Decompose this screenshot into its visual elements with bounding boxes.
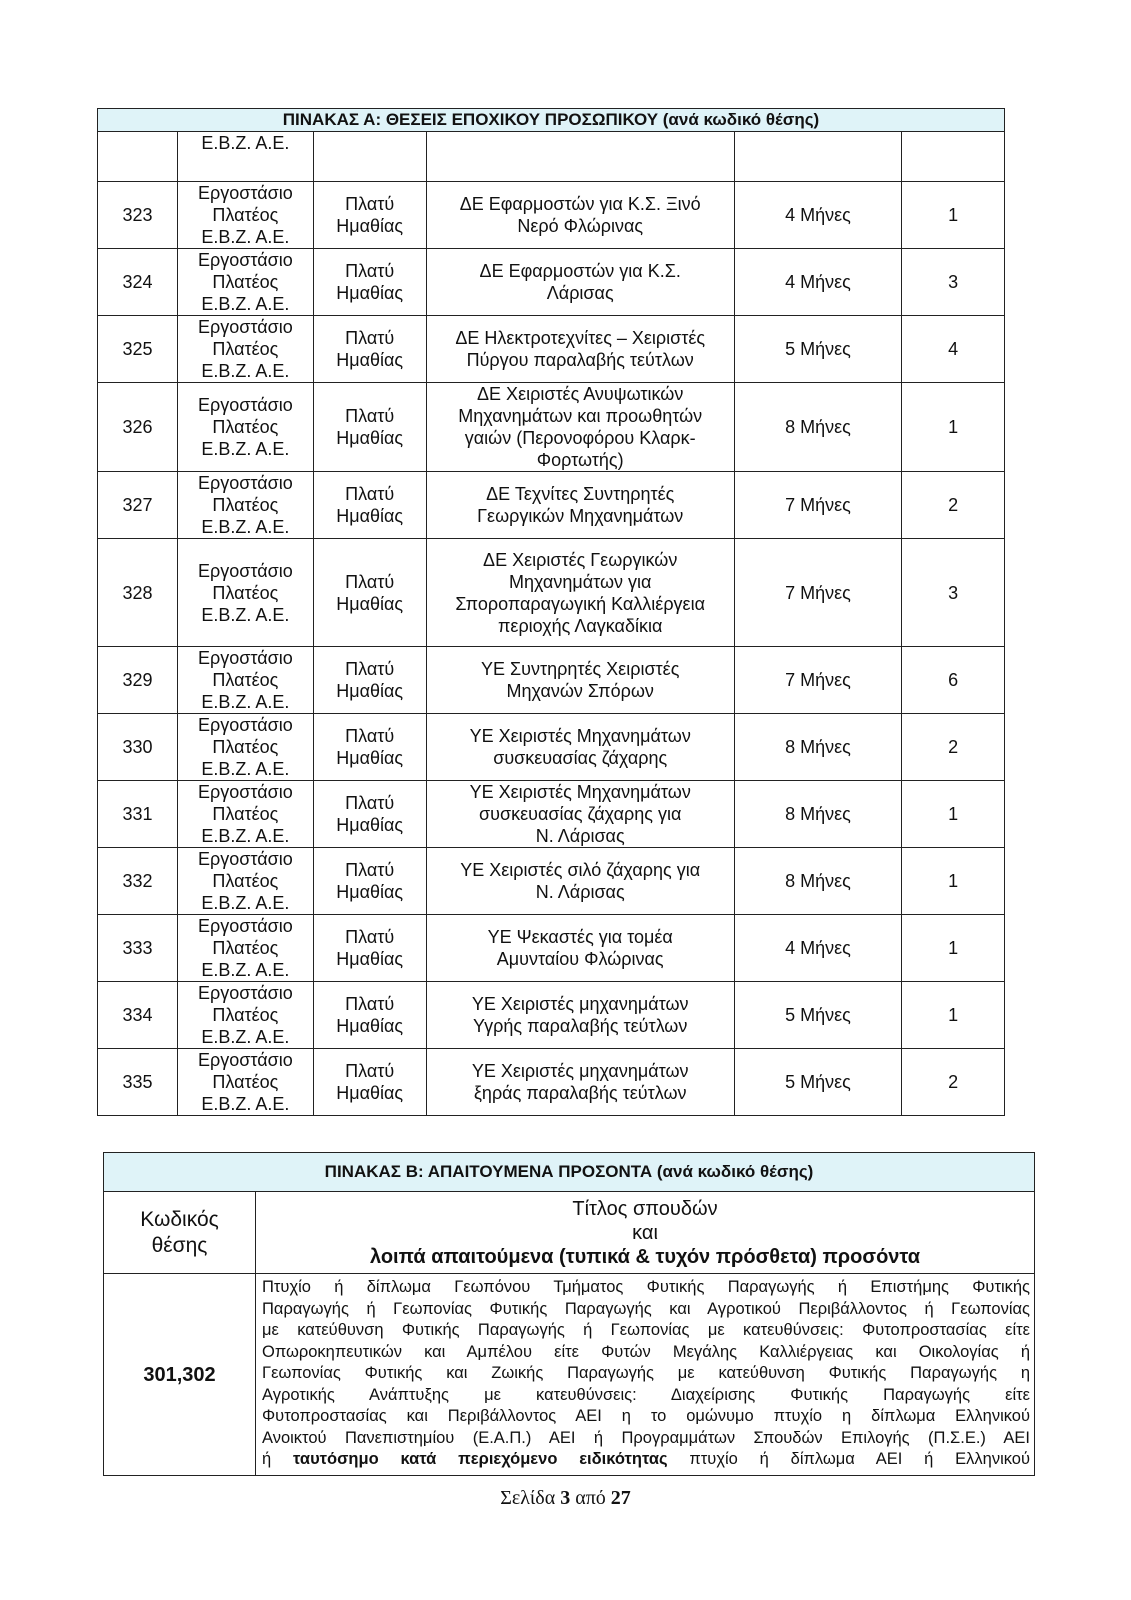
- location-cell: [313, 781, 426, 848]
- unit-line: Εργοστάσιο: [198, 983, 293, 1003]
- specialty-line: γαιών (Περονοφόρου Κλαρκ-: [464, 428, 696, 448]
- table-row: [98, 249, 1005, 316]
- unit-line: Πλατέος: [212, 205, 279, 225]
- cont-count-cell: [902, 132, 1005, 182]
- count-cell: 1: [902, 848, 1005, 915]
- location-line: Ημαθίας: [336, 882, 404, 902]
- col-header-code-line: θέσης: [151, 1233, 208, 1257]
- specialty-line: ΔΕ Ηλεκτροτεχνίτες – Χειριστές: [455, 328, 706, 348]
- count-cell: 2: [902, 1049, 1005, 1116]
- table-b-required-qualifications: [103, 1152, 1035, 1476]
- table-row: [98, 848, 1005, 915]
- position-code: 327: [98, 472, 178, 539]
- specialty-line: συσκευασίας ζάχαρης: [493, 748, 668, 768]
- unit-line: Ε.Β.Ζ. Α.Ε.: [201, 1094, 290, 1114]
- specialty-line: Νερό Φλώρινας: [517, 216, 644, 236]
- table-row: [98, 383, 1005, 472]
- location-cell: [313, 539, 426, 647]
- location-line: Πλατύ: [345, 860, 395, 880]
- position-code: 334: [98, 982, 178, 1049]
- table-row: [98, 182, 1005, 249]
- location-line: Πλατύ: [345, 1061, 395, 1081]
- location-line: Ημαθίας: [336, 506, 404, 526]
- specialty-line: συσκευασίας ζάχαρης για: [479, 804, 682, 824]
- col-header-code: [104, 1192, 256, 1274]
- specialty-line: ΔΕ Εφαρμοστών για Κ.Σ.: [479, 261, 681, 281]
- unit-line: Ε.Β.Ζ. Α.Ε.: [201, 227, 290, 247]
- unit-line: Ε.Β.Ζ. Α.Ε.: [201, 759, 290, 779]
- location-line: Ημαθίας: [336, 1016, 404, 1036]
- location-cell: [313, 714, 426, 781]
- location-cell: [313, 982, 426, 1049]
- count-cell: 1: [902, 915, 1005, 982]
- unit-line: Εργοστάσιο: [198, 183, 293, 203]
- table-a-title: ΠΙΝΑΚΑΣ Α: ΘΕΣΕΙΣ ΕΠΟΧΙΚΟΥ ΠΡΟΣΩΠΙΚΟΥ (ανά κωδικό θέσης): [98, 109, 1005, 132]
- specialty-line: Σποροπαραγωγική Καλλιέργεια: [455, 593, 705, 614]
- footer-page-word: Σελίδα: [500, 1487, 556, 1509]
- location-cell: [313, 316, 426, 383]
- unit-line: Εργοστάσιο: [198, 560, 293, 581]
- specialty-cell: [426, 915, 734, 982]
- unit-line: Ε.Β.Ζ. Α.Ε.: [201, 439, 290, 459]
- specialty-line: Ν. Λάρισας: [535, 826, 625, 846]
- location-line: Πλατύ: [345, 571, 395, 592]
- table-row: [98, 982, 1005, 1049]
- count-cell: 1: [902, 182, 1005, 249]
- table-row: [98, 647, 1005, 714]
- qualification-line: Πτυχίο ή δίπλωμα Γεωπόνου Τμήματος Φυτικής Παραγωγής ή Επιστήμης Φυτικής: [262, 1278, 1031, 1296]
- location-line: Ημαθίας: [336, 216, 404, 236]
- specialty-line: ΔΕ Εφαρμοστών για Κ.Σ. Ξινό: [459, 194, 701, 214]
- qualification-line: με κατεύθυνση Φυτικής Παραγωγής ή Γεωπονίας με κατευθύνσεις: Φυτοπροστασίας είτε: [262, 1321, 1031, 1339]
- duration-cell: 7 Μήνες: [734, 647, 901, 714]
- specialty-cell: [426, 316, 734, 383]
- specialty-line: ΔΕ Χειριστές Ανυψωτικών: [477, 384, 684, 404]
- unit-cell: [178, 848, 314, 915]
- specialty-line: Μηχανημάτων για: [508, 571, 652, 592]
- unit-line: Πλατέος: [212, 1005, 279, 1025]
- position-code: 333: [98, 915, 178, 982]
- specialty-cell: [426, 647, 734, 714]
- position-code: 326: [98, 383, 178, 472]
- location-cell: [313, 915, 426, 982]
- specialty-line: ΥΕ Χειριστές μηχανημάτων: [471, 994, 689, 1014]
- col-header-qual-line: Τίτλος σπουδών: [572, 1197, 718, 1220]
- cont-location-cell: [313, 132, 426, 182]
- unit-line: Εργοστάσιο: [198, 648, 293, 668]
- location-line: Ημαθίας: [336, 593, 404, 614]
- position-code: 324: [98, 249, 178, 316]
- count-cell: 1: [902, 781, 1005, 848]
- position-code: 330: [98, 714, 178, 781]
- unit-cell: [178, 781, 314, 848]
- unit-cell: [178, 1049, 314, 1116]
- col-header-code-line: Κωδικός: [140, 1207, 219, 1231]
- specialty-line: Λάρισας: [546, 283, 614, 303]
- specialty-cell: [426, 781, 734, 848]
- unit-line: Ε.Β.Ζ. Α.Ε.: [201, 361, 290, 381]
- unit-line: Πλατέος: [212, 272, 279, 292]
- count-cell: 3: [902, 249, 1005, 316]
- location-line: Πλατύ: [345, 726, 395, 746]
- unit-line: Ε.Β.Ζ. Α.Ε.: [201, 517, 290, 537]
- unit-line: Εργοστάσιο: [198, 916, 293, 936]
- count-cell: 6: [902, 647, 1005, 714]
- specialty-line: Μηχανών Σπόρων: [506, 681, 654, 701]
- location-line: Ημαθίας: [336, 815, 404, 835]
- specialty-line: ΥΕ Χειριστές Μηχανημάτων: [469, 782, 691, 802]
- table-row: [98, 915, 1005, 982]
- col-header-qual-line: λοιπά απαιτούμενα (τυπικά & τυχόν πρόσθετα) προσόντα: [369, 1245, 921, 1268]
- unit-line: Ε.Β.Ζ. Α.Ε.: [201, 1027, 290, 1047]
- location-cell: [313, 383, 426, 472]
- count-cell: 1: [902, 982, 1005, 1049]
- unit-line: Ε.Β.Ζ. Α.Ε.: [201, 294, 290, 314]
- specialty-cell: [426, 539, 734, 647]
- col-header-qual-line: και: [632, 1221, 658, 1244]
- table-row: [98, 472, 1005, 539]
- unit-line: Πλατέος: [212, 1072, 279, 1092]
- location-line: Πλατύ: [345, 328, 395, 348]
- specialty-line: Αμυνταίου Φλώρινας: [496, 949, 664, 969]
- specialty-line: Γεωργικών Μηχανημάτων: [477, 506, 684, 526]
- location-line: Ημαθίας: [336, 748, 404, 768]
- specialty-line: ΥΕ Συντηρητές Χειριστές: [481, 659, 680, 679]
- specialty-cell: [426, 472, 734, 539]
- location-line: Πλατύ: [345, 927, 395, 947]
- cont-duration-cell: [734, 132, 901, 182]
- table-row: [98, 539, 1005, 647]
- unit-cell: [178, 915, 314, 982]
- location-cell: [313, 647, 426, 714]
- specialty-cell: [426, 1049, 734, 1116]
- unit-line: Εργοστάσιο: [198, 473, 293, 493]
- qualification-line: Οπωροκηπευτικών και Αμπέλου είτε Φυτών Μεγάλης Καλλιέργειας και Οικολογίας ή: [262, 1342, 1031, 1361]
- unit-line: Εργοστάσιο: [198, 1050, 293, 1070]
- unit-line: Πλατέος: [212, 670, 279, 690]
- qualification-line: Ανοικτού Πανεπιστημίου (Ε.Α.Π.) ΑΕΙ ή Προγραμμάτων Σπουδών Επιλογής (Π.Σ.Ε.) ΑΕΙ: [262, 1428, 1031, 1447]
- table-b-title: ΠΙΝΑΚΑΣ Β: ΑΠΑΙΤΟΥΜΕΝΑ ΠΡΟΣΟΝΤΑ (ανά κωδικό θέσης): [104, 1153, 1035, 1192]
- table-row: [98, 316, 1005, 383]
- unit-line: Πλατέος: [212, 339, 279, 359]
- duration-cell: 5 Μήνες: [734, 982, 901, 1049]
- qualification-line: Γεωπονίας Φυτικής και Ζωικής Παραγωγής με κατεύθυνση Φυτικής Παραγωγής η: [262, 1364, 1031, 1382]
- location-cell: [313, 472, 426, 539]
- qualification-code: 301,302: [104, 1274, 256, 1476]
- specialty-line: Φορτωτής): [536, 450, 624, 470]
- unit-cell: [178, 249, 314, 316]
- location-cell: [313, 848, 426, 915]
- location-cell: [313, 182, 426, 249]
- specialty-cell: [426, 714, 734, 781]
- col-header-qualifications: [256, 1192, 1035, 1274]
- unit-line: Εργοστάσιο: [198, 849, 293, 869]
- unit-line: Πλατέος: [212, 871, 279, 891]
- unit-cell: [178, 182, 314, 249]
- count-cell: 2: [902, 714, 1005, 781]
- unit-line: Πλατέος: [212, 495, 279, 515]
- table-row: [98, 1049, 1005, 1116]
- specialty-line: ξηράς παραλαβής τεύτλων: [473, 1083, 687, 1103]
- unit-line: Πλατέος: [212, 804, 279, 824]
- unit-cell: [178, 472, 314, 539]
- count-cell: 1: [902, 383, 1005, 472]
- location-line: Ημαθίας: [336, 428, 404, 448]
- duration-cell: 8 Μήνες: [734, 848, 901, 915]
- table-row: [98, 781, 1005, 848]
- count-cell: 2: [902, 472, 1005, 539]
- unit-cell: [178, 539, 314, 647]
- duration-cell: 7 Μήνες: [734, 539, 901, 647]
- specialty-line: ΥΕ Χειριστές Μηχανημάτων: [469, 726, 691, 746]
- specialty-line: ΥΕ Χειριστές σιλό ζάχαρης για: [460, 860, 701, 880]
- unit-line: Εργοστάσιο: [198, 782, 293, 802]
- specialty-line: ΥΕ Ψεκαστές για τομέα: [487, 927, 673, 947]
- cont-code-cell: [98, 132, 178, 182]
- location-line: Πλατύ: [345, 793, 395, 813]
- footer-page-number: 3: [560, 1487, 571, 1509]
- footer-of-word: από: [575, 1487, 606, 1509]
- unit-cell: [178, 383, 314, 472]
- qualification-line: Φυτοπροστασίας και Περιβάλλοντος ΑΕΙ η το ομώνυμο πτυχίο η δίπλωμα Ελληνικού: [262, 1407, 1031, 1425]
- location-line: Ημαθίας: [336, 1083, 404, 1103]
- table-a-seasonal-positions: [97, 108, 1005, 1116]
- specialty-line: περιοχής Λαγκαδίκια: [498, 615, 663, 636]
- specialty-cell: [426, 848, 734, 915]
- location-line: Ημαθίας: [336, 949, 404, 969]
- duration-cell: 8 Μήνες: [734, 383, 901, 472]
- footer-page-total: 27: [610, 1487, 631, 1509]
- unit-line: Εργοστάσιο: [198, 715, 293, 735]
- specialty-line: ΥΕ Χειριστές μηχανημάτων: [471, 1061, 689, 1081]
- position-code: 329: [98, 647, 178, 714]
- location-line: Πλατύ: [345, 659, 395, 679]
- specialty-line: ΔΕ Χειριστές Γεωργικών: [483, 549, 678, 570]
- location-cell: [313, 249, 426, 316]
- unit-cell: [178, 316, 314, 383]
- count-cell: 4: [902, 316, 1005, 383]
- duration-cell: 8 Μήνες: [734, 714, 901, 781]
- duration-cell: 8 Μήνες: [734, 781, 901, 848]
- unit-line: Πλατέος: [212, 582, 279, 603]
- location-line: Ημαθίας: [336, 283, 404, 303]
- qualification-line: Αγροτικής Ανάπτυξης με κατευθύνσεις: Διαχείρισης Φυτικής Παραγωγής είτε: [262, 1385, 1031, 1404]
- duration-cell: 4 Μήνες: [734, 182, 901, 249]
- duration-cell: 5 Μήνες: [734, 1049, 901, 1116]
- position-code: 325: [98, 316, 178, 383]
- qualification-bold-text: ταυτόσημο κατά περιεχόμενο ειδικότητας: [293, 1450, 668, 1468]
- location-cell: [313, 1049, 426, 1116]
- unit-line: Ε.Β.Ζ. Α.Ε.: [201, 826, 290, 846]
- count-cell: 3: [902, 539, 1005, 647]
- location-line: Πλατύ: [345, 484, 395, 504]
- unit-line: Ε.Β.Ζ. Α.Ε.: [201, 692, 290, 712]
- unit-line: Πλατέος: [212, 938, 279, 958]
- cont-unit-cell: Ε.Β.Ζ. Α.Ε.: [178, 132, 314, 182]
- location-line: Πλατύ: [345, 406, 395, 426]
- unit-line: Ε.Β.Ζ. Α.Ε.: [201, 960, 290, 980]
- qualification-line: Παραγωγής ή Γεωπονίας Φυτικής Παραγωγής και Αγροτικού Περιβάλλοντος ή Γεωπονίας: [262, 1299, 1031, 1318]
- location-line: Πλατύ: [345, 194, 395, 214]
- duration-cell: 4 Μήνες: [734, 915, 901, 982]
- location-line: Ημαθίας: [336, 681, 404, 701]
- position-code: 328: [98, 539, 178, 647]
- unit-cell: [178, 982, 314, 1049]
- unit-line: Ε.Β.Ζ. Α.Ε.: [201, 604, 290, 625]
- specialty-cell: [426, 249, 734, 316]
- cont-specialty-cell: [426, 132, 734, 182]
- location-line: Πλατύ: [345, 261, 395, 281]
- qualification-line: ή ταυτόσημο κατά περιεχόμενο ειδικότητας πτυχίο ή δίπλωμα ΑΕΙ ή Ελληνικού: [262, 1450, 1031, 1468]
- position-code: 323: [98, 182, 178, 249]
- duration-cell: 5 Μήνες: [734, 316, 901, 383]
- qualification-description: [256, 1274, 1035, 1476]
- unit-line: Πλατέος: [212, 417, 279, 437]
- duration-cell: 4 Μήνες: [734, 249, 901, 316]
- location-line: Πλατύ: [345, 994, 395, 1014]
- specialty-line: Μηχανημάτων και προωθητών: [458, 406, 703, 426]
- specialty-line: Ν. Λάρισας: [535, 882, 625, 902]
- specialty-line: Υγρής παραλαβής τεύτλων: [473, 1016, 688, 1036]
- position-code: 332: [98, 848, 178, 915]
- unit-line: Πλατέος: [212, 737, 279, 757]
- unit-line: Εργοστάσιο: [198, 250, 293, 270]
- table-row: [98, 714, 1005, 781]
- specialty-cell: [426, 383, 734, 472]
- location-line: Ημαθίας: [336, 350, 404, 370]
- specialty-line: Πύργου παραλαβής τεύτλων: [466, 350, 694, 370]
- page-footer: [0, 1487, 1131, 1510]
- unit-cell: [178, 714, 314, 781]
- unit-line: Ε.Β.Ζ. Α.Ε.: [201, 893, 290, 913]
- position-code: 331: [98, 781, 178, 848]
- duration-cell: 7 Μήνες: [734, 472, 901, 539]
- specialty-cell: [426, 982, 734, 1049]
- position-code: 335: [98, 1049, 178, 1116]
- unit-line: Εργοστάσιο: [198, 395, 293, 415]
- unit-line: Εργοστάσιο: [198, 317, 293, 337]
- specialty-line: ΔΕ Τεχνίτες Συντηρητές: [486, 484, 675, 504]
- specialty-cell: [426, 182, 734, 249]
- unit-cell: [178, 647, 314, 714]
